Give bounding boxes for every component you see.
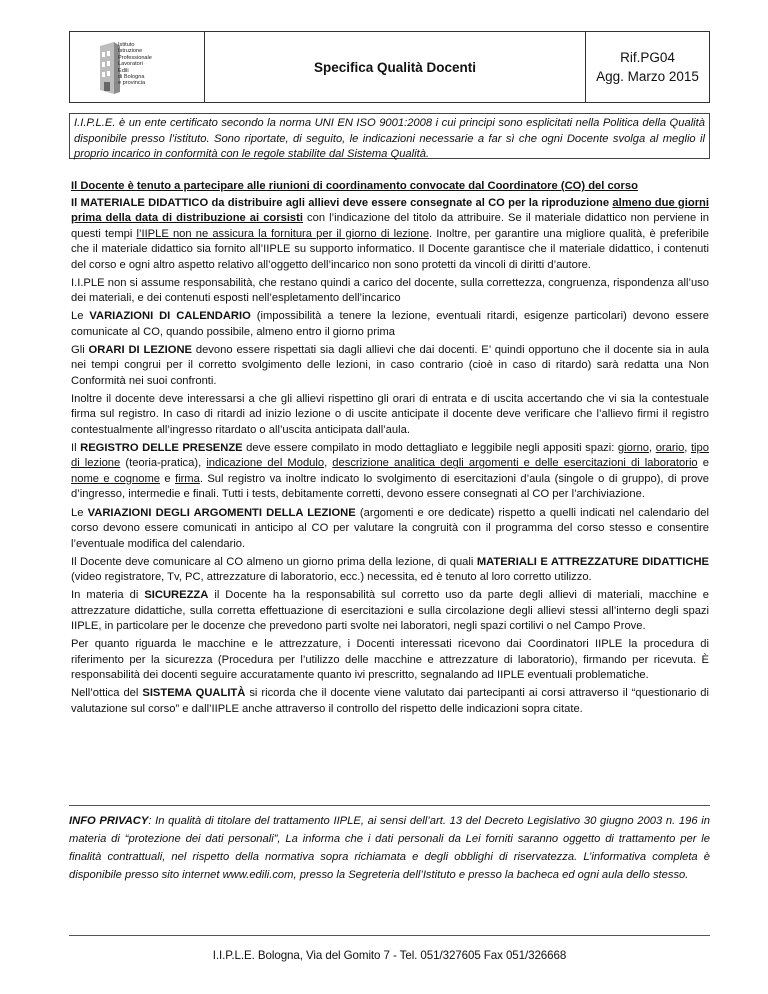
paragraph-macchine-attrezzature: Per quanto riguarda le macchine e le attrezzature, i Docenti interessati ricevono dai Coordinatori IIPLE la procedura di riferimento per la sicurezza (Procedura per l’utilizzo delle macchine e attrezzature di laboratorio), firmando per ricevuta. È responsabilità dei docenti seguire accuratamente quanto ivi prescritto, segnalando ad IIPLE eventuali problematiche. — [71, 638, 709, 682]
paragraph-sicurezza: In materia di SICUREZZA il Docente ha la responsabilità sul corretto uso da parte degli allievi di materiali, macchine e attrezzature didattiche, sulla corretta effettuazione di esercitazioni e sulla circolazione degli allievi stessi all’interno degli spazi IIPLE, in particolare per le docenze che prevedono parti svolte nei laboratori, negli spazi cortilivi o nel Campo Prove. — [71, 589, 709, 633]
section-heading: Il Docente è tenuto a partecipare alle riunioni di coordinamento convocate dal Coordinatore (CO) del corso — [71, 180, 638, 192]
privacy-label: INFO PRIVACY — [69, 815, 149, 827]
intro-box: I.I.P.L.E. è un ente certificato secondo la norma UNI EN ISO 9001:2008 i cui principi sono esplicitati nella Politica della Qualità disponibile presso l’istituto. Sono riportate, di seguito, le indicazioni necessarie a far sì che ogni Docente svolga al meglio il proprio incarico in conformità con le regole stabilite dal Sistema Qualità. — [69, 113, 710, 159]
paragraph-materiali-attrezzature: Il Docente deve comunicare al CO almeno un giorno prima della lezione, di quali MATERIALI E ATTREZZATURE DIDATTICHE (video registratore, Tv, PC, attrezzature di laboratorio, ecc.) necessita, ed è tenuto al loro corretto utilizzo. — [71, 555, 709, 584]
iiple-logo — [96, 40, 186, 98]
paragraph-responsabilita: I.I.PLE non si assume responsabilità, che restano quindi a carico del docente, sulla correttezza, congruenza, rispondenza all’uso dei materiali, e dei contenuti esposti nell’espletamento dell’incarico — [71, 276, 709, 305]
document-reference — [586, 32, 709, 102]
privacy-notice — [69, 805, 710, 884]
reference-code: Rif.PG04 — [620, 50, 675, 65]
paragraph-variazioni-argomenti: Le VARIAZIONI DEGLI ARGOMENTI DELLA LEZIONE (argomenti e ore dedicate) rispetto a quelli indicati nel calendario del corso devono essere comunicati in anticipo al CO per valutare la congruità con il programma del corso stesso e consentire l’eventuale modifica del calendario. — [71, 506, 709, 550]
paragraph-orari-lezione: Gli ORARI DI LEZIONE devono essere rispettati sia dagli allievi che dai docenti. E’ quindi opportuno che il docente sia in aula nei tempi congrui per il corretto svolgimento delle lezioni, in caso contrario (cioè in caso di ritardo) sarà redatta una Non Conformità nei suoi confronti. — [71, 343, 709, 387]
reference-date: Agg. Marzo 2015 — [596, 69, 699, 84]
page-footer: I.I.P.L.E. Bologna, Via del Gomito 7 - Tel. 051/327605 Fax 051/326668 — [69, 935, 710, 962]
document-title: Specifica Qualità Docenti — [205, 32, 586, 102]
logo-text: Istituto Istruzione Professionale Lavoratori Edili di Bologna e provincia — [118, 42, 152, 87]
logo-cell — [70, 32, 205, 102]
paragraph-variazioni-calendario: Le VARIAZIONI DI CALENDARIO (impossibilità a tenere la lezione, eventuali ritardi, esigenze particolari) devono essere comunicate al CO, quando possibile, almeno entro il giorno prima — [71, 310, 709, 338]
document-body — [71, 179, 709, 720]
paragraph-entrata-uscita: Inoltre il docente deve interessarsi a che gli allievi rispettino gli orari di entrata e di uscita accertando che vi sia la contestuale firma sul registro. In caso di ritardi ad inizio lezione o di uscite anticipate il docente deve verificare che l’allievo firmi il registro contestualmente all’ingresso ritardato o all’uscita anticipata dall’aula. — [71, 392, 709, 436]
paragraph-registro-presenze: Il REGISTRO DELLE PRESENZE deve essere compilato in modo dettagliato e leggibile negli appositi spazi: giorno, orario, tipo di lezione (teoria-pratica), indicazione del Modulo, descrizione analitica degli argomenti e delle esercitazioni di laboratorio e nome e cognome e firma. Sul registro va inoltre indicato lo svolgimento di esercitazioni d’aula (singole o di gruppo), di prove d’ingresso, intermedie e finali. Tutti i tests, debitamente corretti, devono essere consegnati al CO per l’archiviazione. — [71, 441, 709, 501]
document-header — [69, 31, 710, 103]
paragraph-materiale-didattico: Il MATERIALE DIDATTICO da distribuire agli allievi deve essere consegnate al CO per la riproduzione almeno due giorni prima della data di distribuzione ai corsisti con l’indicazione del titolo da attribuire. Se il materiale didattico non perviene in questi tempi l’IIPLE non ne assicura la fornitura per il giorno di lezione. Inoltre, per garantire una migliore qualità, è preferibile che il materiale didattico sia fornito all’IIPLE su supporto informatico. Il Docente garantisce che il materiale didattico, i contenuti del corso e ogni altro aspetto relativo all’oggetto dell’incarico non sono protetti da vincoli di diritti d’autore. — [71, 196, 710, 271]
privacy-text: : In qualità di titolare del trattamento IIPLE, ai sensi dell’art. 13 del Decreto Legislativo 30 giugno 2003 n. 196 in materia di “protezione dei dati personali”, La informa che i dati personali da Lei forniti saranno oggetto di trattamento per le finalità contrattuali, nel rispetto della normativa sopra richiamata e degli obblighi di riservatezza. L’informativa completa è disponibile presso sito internet www.edili.com, presso la Segreteria dell’Istituto e presso la bacheca ed ogni aula dello stesso. — [69, 815, 710, 881]
paragraph-sistema-qualita: Nell’ottica del SISTEMA QUALITÀ si ricorda che il docente viene valutato dai partecipanti ai corsi attraverso il “questionario di valutazione sul corso” e dall’IIPLE anche attraverso il controllo del rispetto delle indicazioni sopra citate. — [71, 687, 710, 715]
